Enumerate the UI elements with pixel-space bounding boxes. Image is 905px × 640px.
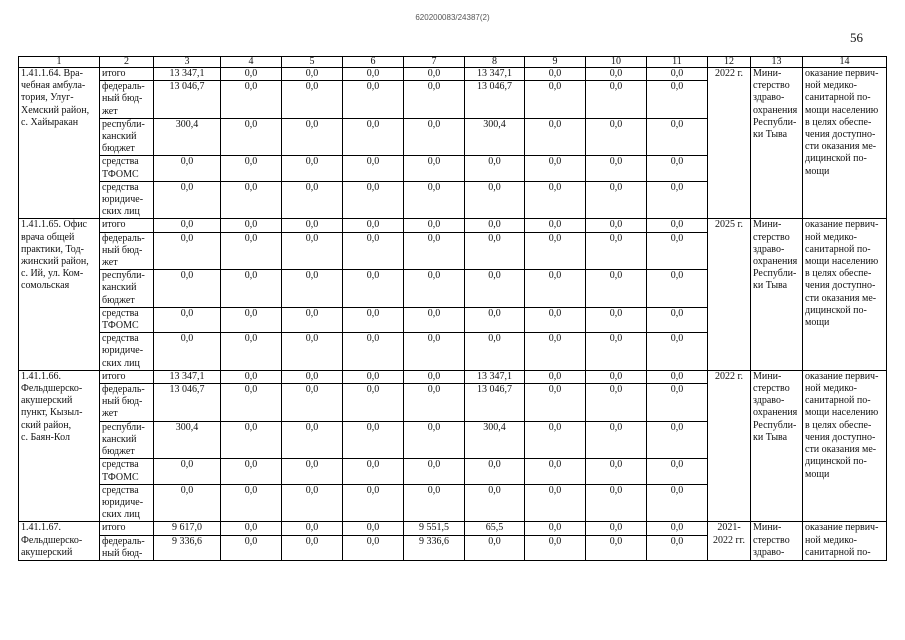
funding-source-cell: средства ТФОМС (100, 459, 154, 484)
amount-cell: 13 347,1 (465, 370, 525, 383)
amount-cell: 300,4 (465, 118, 525, 156)
amount-cell: 0,0 (404, 484, 465, 522)
amount-cell: 0,0 (465, 181, 525, 219)
amount-cell: 0,0 (282, 421, 343, 459)
amount-cell: 0,0 (404, 232, 465, 270)
amount-cell: 0,0 (154, 333, 221, 371)
amount-cell: 0,0 (586, 370, 647, 383)
funding-source-cell: средства ТФОМС (100, 307, 154, 332)
table-row (19, 370, 887, 383)
amount-cell: 0,0 (282, 522, 343, 535)
amount-cell: 0,0 (647, 484, 708, 522)
amount-cell: 9 336,6 (404, 535, 465, 560)
amount-cell: 0,0 (282, 484, 343, 522)
amount-cell: 0,0 (282, 459, 343, 484)
amount-cell: 0,0 (282, 307, 343, 332)
amount-cell: 0,0 (525, 270, 586, 308)
amount-cell: 0,0 (465, 307, 525, 332)
table-row (19, 68, 887, 81)
amount-cell: 0,0 (525, 421, 586, 459)
amount-cell: 0,0 (343, 307, 404, 332)
amount-cell: 0,0 (154, 484, 221, 522)
funding-source-cell: средства ТФОМС (100, 156, 154, 181)
amount-cell: 0,0 (343, 421, 404, 459)
amount-cell: 0,0 (465, 156, 525, 181)
amount-cell: 0,0 (465, 219, 525, 232)
amount-cell: 13 046,7 (154, 81, 221, 119)
amount-cell: 0,0 (586, 421, 647, 459)
amount-cell: 0,0 (154, 307, 221, 332)
responsible-ministry-cell: Мини- стерство здраво- охранения Республи- ки Тыва (751, 68, 803, 219)
amount-cell: 0,0 (343, 370, 404, 383)
amount-cell: 0,0 (647, 181, 708, 219)
funding-source-cell: республи- канский бюджет (100, 270, 154, 308)
amount-cell: 13 046,7 (465, 384, 525, 422)
amount-cell: 13 046,7 (154, 384, 221, 422)
amount-cell: 0,0 (647, 333, 708, 371)
amount-cell: 0,0 (221, 219, 282, 232)
year-cell: 2025 г. (708, 219, 751, 370)
amount-cell: 0,0 (647, 307, 708, 332)
amount-cell: 0,0 (586, 118, 647, 156)
amount-cell: 0,0 (343, 484, 404, 522)
amount-cell: 13 347,1 (154, 370, 221, 383)
amount-cell: 0,0 (525, 459, 586, 484)
amount-cell: 0,0 (465, 232, 525, 270)
amount-cell: 0,0 (221, 68, 282, 81)
amount-cell: 0,0 (343, 118, 404, 156)
amount-cell: 0,0 (586, 181, 647, 219)
amount-cell: 0,0 (343, 270, 404, 308)
funding-source-cell: федераль- ный бюд- жет (100, 232, 154, 270)
amount-cell: 0,0 (404, 459, 465, 484)
amount-cell: 0,0 (154, 181, 221, 219)
amount-cell: 0,0 (154, 156, 221, 181)
table-row (19, 522, 887, 535)
column-header: 6 (343, 57, 404, 68)
amount-cell: 0,0 (221, 81, 282, 119)
amount-cell: 0,0 (525, 484, 586, 522)
amount-cell: 0,0 (343, 219, 404, 232)
purpose-cell: оказание первич- ной медико- санитарной по- мощи населению в целях обеспе- чения доступно- сти оказания ме- дицинской по- мощи (803, 219, 887, 370)
amount-cell: 0,0 (647, 219, 708, 232)
amount-cell: 0,0 (586, 270, 647, 308)
amount-cell: 9 551,5 (404, 522, 465, 535)
amount-cell: 0,0 (525, 307, 586, 332)
object-name-cell: 1.41.1.66. Фельдшерско- акушерский пункт, Кызыл- ский район, с. Баян-Кол (19, 370, 100, 521)
year-cell: 2021- 2022 гг. (708, 522, 751, 561)
amount-cell: 0,0 (221, 118, 282, 156)
object-name-cell: 1.41.1.65. Офис врача общей практики, Тод- жинский район, с. Ий, ул. Ком- сомольская (19, 219, 100, 370)
amount-cell: 0,0 (586, 156, 647, 181)
amount-cell: 0,0 (647, 270, 708, 308)
object-name-cell: 1.41.1.67. Фельдшерско- акушерский (19, 522, 100, 561)
purpose-cell: оказание первич- ной медико- санитарной по- мощи населению в целях обеспе- чения доступно- сти оказания ме- дицинской по- мощи (803, 370, 887, 521)
amount-cell: 300,4 (154, 421, 221, 459)
amount-cell: 0,0 (282, 384, 343, 422)
funding-source-cell: федераль- ный бюд- (100, 535, 154, 560)
amount-cell: 300,4 (465, 421, 525, 459)
amount-cell: 0,0 (282, 219, 343, 232)
amount-cell: 9 617,0 (154, 522, 221, 535)
amount-cell: 0,0 (282, 156, 343, 181)
funding-source-cell: федераль- ный бюд- жет (100, 81, 154, 119)
amount-cell: 0,0 (282, 333, 343, 371)
year-cell: 2022 г. (708, 370, 751, 521)
budget-table (18, 56, 887, 561)
amount-cell: 0,0 (586, 68, 647, 81)
funding-source-cell: республи- канский бюджет (100, 421, 154, 459)
amount-cell: 0,0 (404, 68, 465, 81)
amount-cell: 0,0 (282, 370, 343, 383)
responsible-ministry-cell: Мини- стерство здраво- (751, 522, 803, 561)
amount-cell: 0,0 (647, 68, 708, 81)
amount-cell: 9 336,6 (154, 535, 221, 560)
amount-cell: 0,0 (525, 118, 586, 156)
amount-cell: 13 347,1 (465, 68, 525, 81)
amount-cell: 0,0 (404, 118, 465, 156)
amount-cell: 0,0 (343, 459, 404, 484)
amount-cell: 0,0 (404, 81, 465, 119)
amount-cell: 0,0 (221, 384, 282, 422)
funding-source-cell: средства юридиче- ских лиц (100, 484, 154, 522)
amount-cell: 0,0 (282, 535, 343, 560)
column-header: 11 (647, 57, 708, 68)
amount-cell: 0,0 (525, 384, 586, 422)
amount-cell: 0,0 (154, 459, 221, 484)
column-header: 3 (154, 57, 221, 68)
column-header: 4 (221, 57, 282, 68)
amount-cell: 0,0 (586, 81, 647, 119)
amount-cell: 0,0 (647, 81, 708, 119)
amount-cell: 0,0 (465, 333, 525, 371)
amount-cell: 300,4 (154, 118, 221, 156)
amount-cell: 0,0 (404, 307, 465, 332)
amount-cell: 0,0 (404, 333, 465, 371)
column-header: 12 (708, 57, 751, 68)
amount-cell: 0,0 (465, 270, 525, 308)
funding-source-cell: средства юридиче- ских лиц (100, 333, 154, 371)
funding-source-cell: итого (100, 370, 154, 383)
amount-cell: 0,0 (221, 421, 282, 459)
amount-cell: 0,0 (221, 370, 282, 383)
funding-source-cell: итого (100, 522, 154, 535)
amount-cell: 0,0 (586, 232, 647, 270)
amount-cell: 0,0 (343, 384, 404, 422)
amount-cell: 0,0 (647, 370, 708, 383)
funding-source-cell: средства юридиче- ских лиц (100, 181, 154, 219)
amount-cell: 0,0 (221, 232, 282, 270)
amount-cell: 0,0 (282, 81, 343, 119)
amount-cell: 0,0 (647, 384, 708, 422)
amount-cell: 0,0 (525, 333, 586, 371)
amount-cell: 0,0 (282, 68, 343, 81)
amount-cell: 0,0 (465, 484, 525, 522)
amount-cell: 0,0 (647, 522, 708, 535)
amount-cell: 0,0 (404, 421, 465, 459)
amount-cell: 0,0 (647, 118, 708, 156)
amount-cell: 0,0 (221, 181, 282, 219)
amount-cell: 0,0 (525, 535, 586, 560)
amount-cell: 0,0 (586, 219, 647, 232)
amount-cell: 0,0 (343, 522, 404, 535)
amount-cell: 0,0 (221, 307, 282, 332)
amount-cell: 0,0 (154, 270, 221, 308)
amount-cell: 0,0 (586, 384, 647, 422)
table-row (19, 219, 887, 232)
amount-cell: 13 347,1 (154, 68, 221, 81)
amount-cell: 0,0 (525, 68, 586, 81)
column-header: 13 (751, 57, 803, 68)
column-header: 8 (465, 57, 525, 68)
object-name-cell: 1.41.1.64. Вра- чебная амбула- тория, Улуг- Хемский район, с. Хайыракан (19, 68, 100, 219)
amount-cell: 0,0 (404, 181, 465, 219)
responsible-ministry-cell: Мини- стерство здраво- охранения Республи- ки Тыва (751, 219, 803, 370)
amount-cell: 0,0 (343, 156, 404, 181)
amount-cell: 0,0 (221, 156, 282, 181)
column-header: 9 (525, 57, 586, 68)
amount-cell: 0,0 (586, 459, 647, 484)
responsible-ministry-cell: Мини- стерство здраво- охранения Республи- ки Тыва (751, 370, 803, 521)
amount-cell: 0,0 (647, 156, 708, 181)
column-header: 1 (19, 57, 100, 68)
amount-cell: 0,0 (343, 68, 404, 81)
amount-cell: 0,0 (404, 384, 465, 422)
amount-cell: 0,0 (525, 522, 586, 535)
amount-cell: 0,0 (586, 535, 647, 560)
amount-cell: 0,0 (525, 232, 586, 270)
amount-cell: 0,0 (404, 270, 465, 308)
amount-cell: 0,0 (647, 232, 708, 270)
amount-cell: 0,0 (586, 522, 647, 535)
amount-cell: 0,0 (525, 219, 586, 232)
amount-cell: 0,0 (221, 459, 282, 484)
amount-cell: 0,0 (154, 232, 221, 270)
document-id: 620200083/24387(2) (415, 13, 490, 22)
amount-cell: 0,0 (343, 181, 404, 219)
amount-cell: 0,0 (221, 333, 282, 371)
amount-cell: 0,0 (647, 535, 708, 560)
amount-cell: 0,0 (282, 270, 343, 308)
funding-source-cell: республи- канский бюджет (100, 118, 154, 156)
amount-cell: 65,5 (465, 522, 525, 535)
amount-cell: 0,0 (221, 522, 282, 535)
column-header: 14 (803, 57, 887, 68)
amount-cell: 0,0 (404, 219, 465, 232)
amount-cell: 0,0 (465, 535, 525, 560)
purpose-cell: оказание первич- ной медико- санитарной по- мощи населению в целях обеспе- чения доступно- сти оказания ме- дицинской по- мощи (803, 68, 887, 219)
amount-cell: 0,0 (221, 535, 282, 560)
amount-cell: 0,0 (282, 232, 343, 270)
amount-cell: 0,0 (221, 270, 282, 308)
amount-cell: 0,0 (282, 118, 343, 156)
amount-cell: 0,0 (647, 421, 708, 459)
amount-cell: 0,0 (647, 459, 708, 484)
column-header: 2 (100, 57, 154, 68)
column-header-row (19, 57, 887, 68)
column-header: 7 (404, 57, 465, 68)
year-cell: 2022 г. (708, 68, 751, 219)
column-header: 10 (586, 57, 647, 68)
amount-cell: 0,0 (525, 181, 586, 219)
amount-cell: 0,0 (465, 459, 525, 484)
amount-cell: 0,0 (221, 484, 282, 522)
amount-cell: 0,0 (343, 333, 404, 371)
amount-cell: 0,0 (525, 156, 586, 181)
column-header: 5 (282, 57, 343, 68)
amount-cell: 13 046,7 (465, 81, 525, 119)
amount-cell: 0,0 (404, 156, 465, 181)
amount-cell: 0,0 (525, 81, 586, 119)
amount-cell: 0,0 (586, 333, 647, 371)
amount-cell: 0,0 (586, 307, 647, 332)
amount-cell: 0,0 (343, 232, 404, 270)
amount-cell: 0,0 (525, 370, 586, 383)
purpose-cell: оказание первич- ной медико- санитарной по- (803, 522, 887, 561)
amount-cell: 0,0 (586, 484, 647, 522)
funding-source-cell: федераль- ный бюд- жет (100, 384, 154, 422)
funding-source-cell: итого (100, 68, 154, 81)
page-number: 56 (850, 30, 863, 45)
funding-source-cell: итого (100, 219, 154, 232)
amount-cell: 0,0 (282, 181, 343, 219)
amount-cell: 0,0 (404, 370, 465, 383)
amount-cell: 0,0 (343, 535, 404, 560)
amount-cell: 0,0 (343, 81, 404, 119)
amount-cell: 0,0 (154, 219, 221, 232)
